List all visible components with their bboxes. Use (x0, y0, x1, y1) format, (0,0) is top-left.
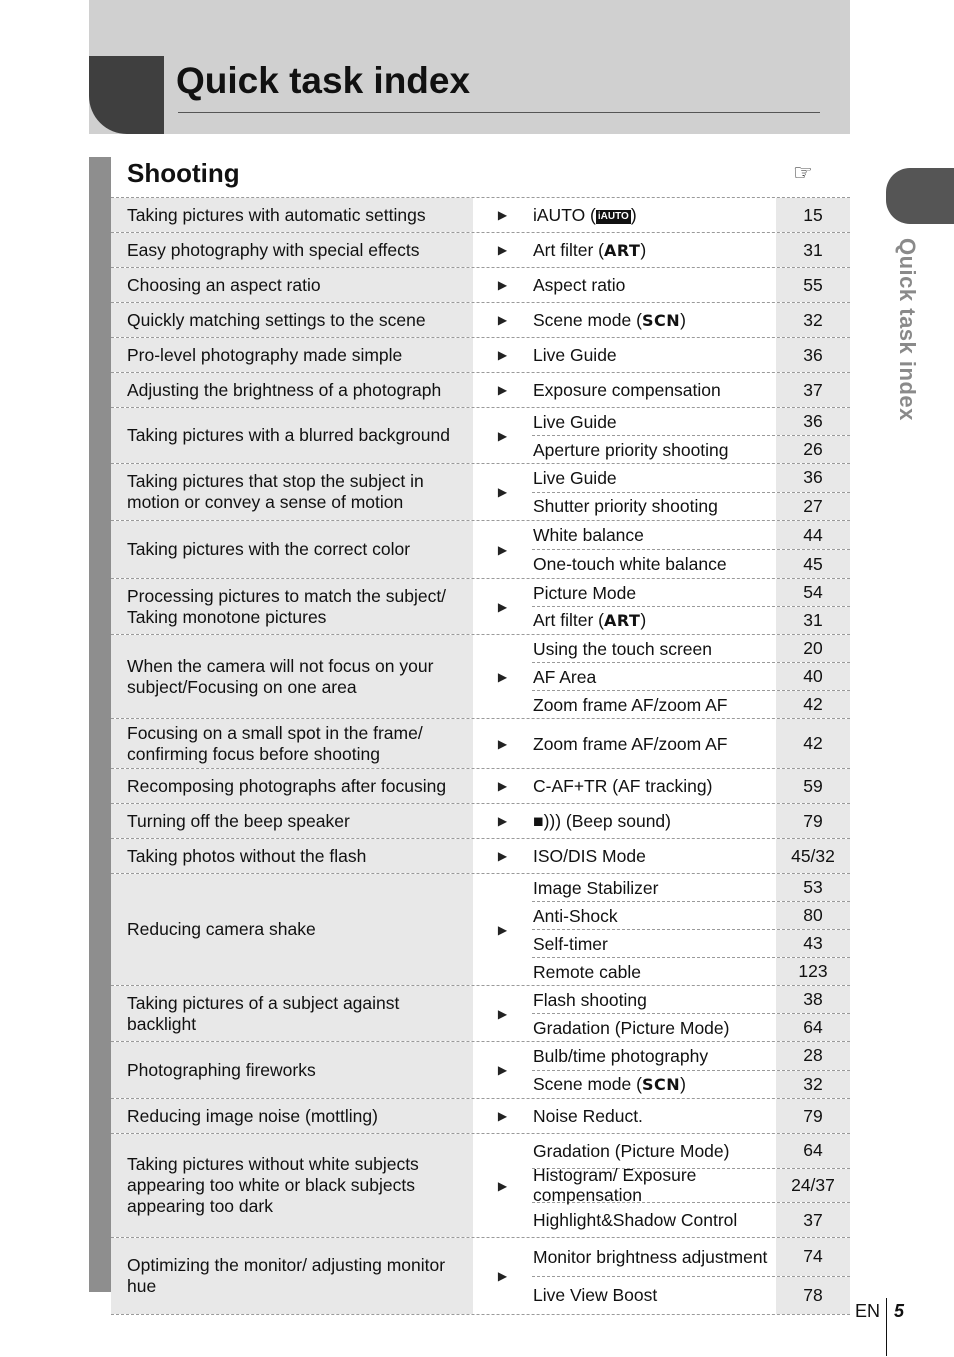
page-reference: 38 (776, 986, 850, 1013)
reference-item (532, 268, 850, 302)
feature-name (532, 310, 776, 331)
reference-list (532, 804, 850, 838)
table-row (111, 1238, 850, 1315)
task-description (111, 303, 473, 337)
reference-item (532, 662, 850, 690)
feature-name (532, 878, 776, 898)
reference-item (532, 929, 850, 957)
feature-name (532, 496, 776, 516)
arrow-right-icon: ▶ (497, 243, 508, 257)
reference-item (532, 839, 850, 873)
reference-item (532, 1070, 850, 1099)
task-text: Adjusting the brightness of a photograph (127, 379, 442, 400)
page-reference: 40 (776, 663, 850, 690)
page-reference: 54 (776, 579, 850, 606)
feature-label: Art filter ( (533, 610, 604, 630)
mode-tag: SCN (641, 310, 681, 330)
task-description (111, 408, 473, 463)
feature-label: Live Guide (533, 467, 617, 488)
reference-list (532, 268, 850, 302)
feature-label: Anti-Shock (533, 905, 618, 926)
task-text: Taking pictures with the correct color (127, 539, 411, 559)
page-reference: 32 (776, 303, 850, 337)
feature-label: Noise Reduct. (533, 1106, 643, 1126)
page-reference: 24/37 (776, 1169, 850, 1203)
table-row (111, 719, 850, 769)
page-reference: 26 (776, 436, 850, 463)
feature-name (532, 962, 776, 982)
feature-label-suffix: ) (680, 1073, 686, 1094)
reference-item (532, 635, 850, 662)
page-reference: 32 (776, 1071, 850, 1099)
reference-list (532, 719, 850, 768)
task-text: Taking pictures of a subject against backlight (127, 992, 400, 1034)
task-description (111, 198, 473, 232)
page-reference: 28 (776, 1042, 850, 1070)
feature-name (532, 440, 776, 460)
task-text: Processing pictures to match the subject/ Taking monotone pictures (127, 585, 447, 627)
feature-label: Art filter ( (533, 239, 604, 260)
feature-label: Histogram/ Exposure compensation (533, 1165, 697, 1206)
reference-list (532, 1042, 850, 1098)
feature-label: One-touch white balance (533, 554, 727, 574)
mode-tag: ART (603, 611, 641, 630)
section-title: Shooting (127, 158, 240, 188)
task-description (111, 268, 473, 302)
page-reference: 31 (776, 233, 850, 267)
arrow-right-icon: ▶ (497, 348, 508, 362)
reference-list (532, 198, 850, 232)
feature-label: Live View Boost (533, 1285, 658, 1306)
feature-label: Aperture priority shooting (533, 439, 729, 460)
task-description (111, 839, 473, 873)
table-row (111, 197, 850, 233)
task-text: Optimizing the monitor/ adjusting monitor hue (127, 1255, 446, 1296)
reference-item (532, 690, 850, 718)
table-row (111, 338, 850, 373)
feature-name (532, 934, 776, 954)
task-description (111, 874, 473, 985)
reference-item (532, 464, 850, 492)
feature-name (532, 667, 776, 687)
page-reference: 78 (776, 1277, 850, 1315)
page-title: Quick task index (176, 60, 471, 101)
reference-item (532, 957, 850, 985)
feature-name (532, 695, 776, 715)
reference-item (532, 986, 850, 1013)
task-description (111, 464, 473, 520)
table-row (111, 635, 850, 719)
task-text: Recomposing photographs after focusing (127, 775, 447, 796)
feature-label: Highlight&Shadow Control (533, 1210, 738, 1231)
mode-tag: ART (603, 240, 641, 260)
table-row (111, 579, 850, 635)
task-text: Taking pictures with automatic settings (127, 204, 426, 225)
iauto-mode-icon: iAUTO (597, 211, 629, 222)
task-text: Quickly matching settings to the scene (127, 309, 426, 330)
feature-name (532, 240, 776, 261)
feature-label: AF Area (533, 666, 597, 687)
feature-label: Scene mode ( (533, 309, 642, 330)
task-text: Reducing image noise (mottling) (127, 1105, 378, 1126)
task-description (111, 1042, 473, 1098)
reference-item (532, 1134, 850, 1168)
header-tab (89, 56, 164, 134)
table-row (111, 1134, 850, 1238)
task-text: Turning off the beep speaker (127, 810, 350, 831)
arrow-right-icon: ▶ (497, 208, 508, 222)
reference-item (532, 549, 850, 578)
feature-name (532, 345, 776, 365)
feature-name (532, 1046, 776, 1066)
reference-item (532, 373, 850, 407)
page-reference: 27 (776, 493, 850, 521)
arrow-right-icon: ▶ (497, 922, 508, 937)
feature-name (532, 1141, 776, 1161)
reference-list (532, 839, 850, 873)
reference-list (532, 1134, 850, 1237)
arrow-right-icon: ▶ (497, 1006, 508, 1021)
task-description (111, 338, 473, 372)
feature-label: Image Stabilizer (533, 877, 659, 898)
feature-name (532, 846, 776, 866)
section-bar (89, 157, 111, 1292)
side-tab-label: Quick task index (895, 238, 920, 421)
arrow-right-icon: ▶ (497, 1063, 508, 1077)
page-reference: 20 (776, 635, 850, 662)
feature-name (532, 554, 776, 574)
feature-label: Aspect ratio (533, 275, 626, 295)
table-row (111, 408, 850, 464)
feature-label: Zoom frame AF/zoom AF (533, 694, 728, 715)
footer-language: EN (855, 1301, 881, 1321)
reference-item (532, 769, 850, 803)
reference-list (532, 579, 850, 634)
reference-list (532, 303, 850, 337)
page-reference: 42 (776, 691, 850, 718)
task-description (111, 1134, 473, 1237)
arrow-right-icon: ▶ (497, 313, 508, 327)
reference-item (532, 579, 850, 606)
task-description (111, 986, 473, 1041)
reference-list (532, 233, 850, 267)
feature-name (532, 1074, 776, 1095)
page-reference: 74 (776, 1238, 850, 1276)
reference-item (532, 1013, 850, 1041)
page-reference: 55 (776, 268, 850, 302)
reference-item (532, 303, 850, 337)
feature-name (532, 776, 776, 796)
page-reference: 59 (776, 769, 850, 803)
feature-label: Using the touch screen (533, 638, 712, 659)
table-row (111, 986, 850, 1042)
feature-name (532, 468, 776, 488)
task-text: Photographing fireworks (127, 1059, 316, 1080)
task-description (111, 804, 473, 838)
task-description (111, 1238, 473, 1314)
reference-list (532, 1238, 850, 1314)
reference-item (532, 1238, 850, 1276)
table-row (111, 268, 850, 303)
feature-name (532, 525, 776, 545)
feature-name (532, 734, 776, 754)
arrow-right-icon: ▶ (497, 542, 508, 557)
task-description (111, 373, 473, 407)
page-number: 5 (894, 1301, 905, 1321)
feature-name (532, 1018, 776, 1038)
feature-name (532, 811, 776, 831)
reference-list (532, 408, 850, 463)
task-description (111, 579, 473, 634)
page-reference: 45 (776, 550, 850, 578)
reference-item (532, 874, 850, 901)
table-row (111, 373, 850, 408)
reference-list (532, 635, 850, 718)
side-tab (886, 168, 954, 224)
feature-label: Exposure compensation (533, 380, 721, 400)
page-reference: 42 (776, 719, 850, 768)
page-reference: 15 (776, 198, 850, 232)
feature-label-suffix: ) (640, 239, 647, 260)
reference-list (532, 521, 850, 578)
reference-item (532, 492, 850, 521)
page-reference: 36 (776, 464, 850, 492)
page-reference: 31 (776, 607, 850, 634)
page-reference: 45/32 (776, 839, 850, 873)
task-text: Taking pictures that stop the subject in motion or convey a sense of motion (127, 471, 424, 512)
table-row (111, 521, 850, 579)
page-reference: 64 (776, 1014, 850, 1041)
table-row (111, 464, 850, 521)
feature-label: C-AF+TR (AF tracking) (533, 776, 713, 796)
reference-list (532, 874, 850, 985)
reference-item (532, 1099, 850, 1133)
feature-label: iAUTO ( (533, 205, 596, 225)
feature-label: Gradation (Picture Mode) (533, 1017, 730, 1038)
feature-label: Monitor brightness adjustment (533, 1246, 768, 1267)
pointing-hand-icon: ☞ (793, 160, 813, 185)
task-text: Pro-level photography made simple (127, 344, 403, 365)
reference-item (532, 338, 850, 372)
feature-name (532, 990, 776, 1010)
mode-tag: SCN (641, 1074, 681, 1094)
page-reference: 123 (776, 958, 850, 985)
reference-item (532, 1202, 850, 1237)
feature-name (532, 1106, 776, 1126)
feature-name (532, 412, 776, 432)
feature-label: ISO/DIS Mode (533, 846, 646, 866)
reference-item (532, 804, 850, 838)
task-text: Taking pictures with a blurred background (127, 425, 450, 445)
feature-name (532, 380, 776, 400)
page-reference: 36 (776, 408, 850, 435)
feature-name (532, 1285, 776, 1305)
page-reference: 79 (776, 1099, 850, 1133)
feature-name (532, 275, 776, 295)
page-reference: 44 (776, 521, 850, 549)
task-text: Focusing on a small spot in the frame/ confirming focus before shooting (127, 722, 423, 764)
arrow-right-icon: ▶ (497, 485, 508, 499)
feature-label: Shutter priority shooting (533, 496, 718, 517)
arrow-right-icon: ▶ (497, 278, 508, 292)
arrow-right-icon: ▶ (497, 736, 508, 751)
arrow-right-icon: ▶ (497, 669, 508, 684)
feature-label: Remote cable (533, 961, 641, 982)
title-rule (178, 112, 820, 113)
reference-list (532, 338, 850, 372)
table-row (111, 1099, 850, 1134)
page-reference: 43 (776, 930, 850, 957)
feature-name (532, 1165, 776, 1205)
reference-list (532, 986, 850, 1041)
reference-list (532, 464, 850, 520)
feature-name (532, 1247, 776, 1267)
table-row (111, 874, 850, 986)
arrow-right-icon: ▶ (497, 1269, 508, 1283)
feature-label-suffix: ) (640, 610, 647, 630)
feature-name (532, 205, 776, 225)
feature-name (532, 639, 776, 659)
reference-list (532, 769, 850, 803)
arrow-right-icon: ▶ (497, 1178, 508, 1193)
page-reference: 80 (776, 902, 850, 929)
reference-item (532, 719, 850, 768)
feature-name (532, 906, 776, 926)
arrow-right-icon: ▶ (497, 849, 508, 863)
arrow-right-icon: ▶ (497, 599, 508, 614)
reference-item (532, 901, 850, 929)
reference-item (532, 521, 850, 549)
page-reference: 37 (776, 1203, 850, 1237)
feature-label: Zoom frame AF/zoom AF (533, 733, 728, 754)
reference-list (532, 373, 850, 407)
feature-name (532, 610, 776, 631)
reference-item (532, 1165, 850, 1206)
task-text: Choosing an aspect ratio (127, 274, 321, 295)
reference-item (532, 198, 850, 232)
task-description (111, 719, 473, 768)
task-description (111, 521, 473, 578)
page-reference: 64 (776, 1134, 850, 1168)
reference-item (532, 1042, 850, 1070)
task-text: Easy photography with special effects (127, 239, 420, 260)
feature-label: Picture Mode (533, 582, 637, 603)
arrow-right-icon: ▶ (497, 1109, 508, 1123)
arrow-right-icon: ▶ (497, 383, 508, 397)
feature-label: Self-timer (533, 933, 608, 954)
footer-divider (886, 1298, 887, 1356)
arrow-right-icon: ▶ (497, 779, 508, 793)
task-text: Taking photos without the flash (127, 845, 367, 866)
feature-label: Live Guide (533, 345, 617, 365)
table-row (111, 1042, 850, 1099)
page-reference: 37 (776, 373, 850, 407)
table-row (111, 233, 850, 268)
feature-label: Live Guide (533, 411, 617, 432)
feature-label: Flash shooting (533, 989, 647, 1010)
reference-item (532, 606, 850, 634)
feature-label: White balance (533, 525, 644, 545)
arrow-right-icon: ▶ (497, 428, 508, 443)
task-description (111, 769, 473, 803)
task-text: When the camera will not focus on your subject/Focusing on one area (127, 655, 434, 697)
table-row (111, 804, 850, 839)
task-description (111, 1099, 473, 1133)
arrow-right-icon: ▶ (497, 814, 508, 828)
feature-label: Gradation (Picture Mode) (533, 1140, 730, 1161)
page-reference: 79 (776, 804, 850, 838)
task-description (111, 233, 473, 267)
reference-item (532, 408, 850, 435)
task-table (111, 197, 850, 1315)
feature-label-suffix: ) (680, 309, 686, 330)
page-reference: 36 (776, 338, 850, 372)
feature-label: Scene mode ( (533, 1073, 642, 1094)
feature-label: Bulb/time photography (533, 1045, 709, 1066)
feature-label: ■))) (Beep sound) (533, 811, 671, 831)
page-reference: 53 (776, 874, 850, 901)
table-row (111, 839, 850, 874)
reference-item (532, 435, 850, 463)
task-text: Taking pictures without white subjects appearing too white or black subjects appearing too dark (127, 1154, 419, 1216)
task-text: Reducing camera shake (127, 919, 316, 939)
feature-label-suffix: ) (630, 205, 637, 225)
reference-item (532, 233, 850, 267)
task-description (111, 635, 473, 718)
reference-item (532, 1276, 850, 1315)
feature-name (532, 1210, 776, 1230)
reference-list (532, 1099, 850, 1133)
table-row (111, 303, 850, 338)
feature-name (532, 583, 776, 603)
table-row (111, 769, 850, 804)
